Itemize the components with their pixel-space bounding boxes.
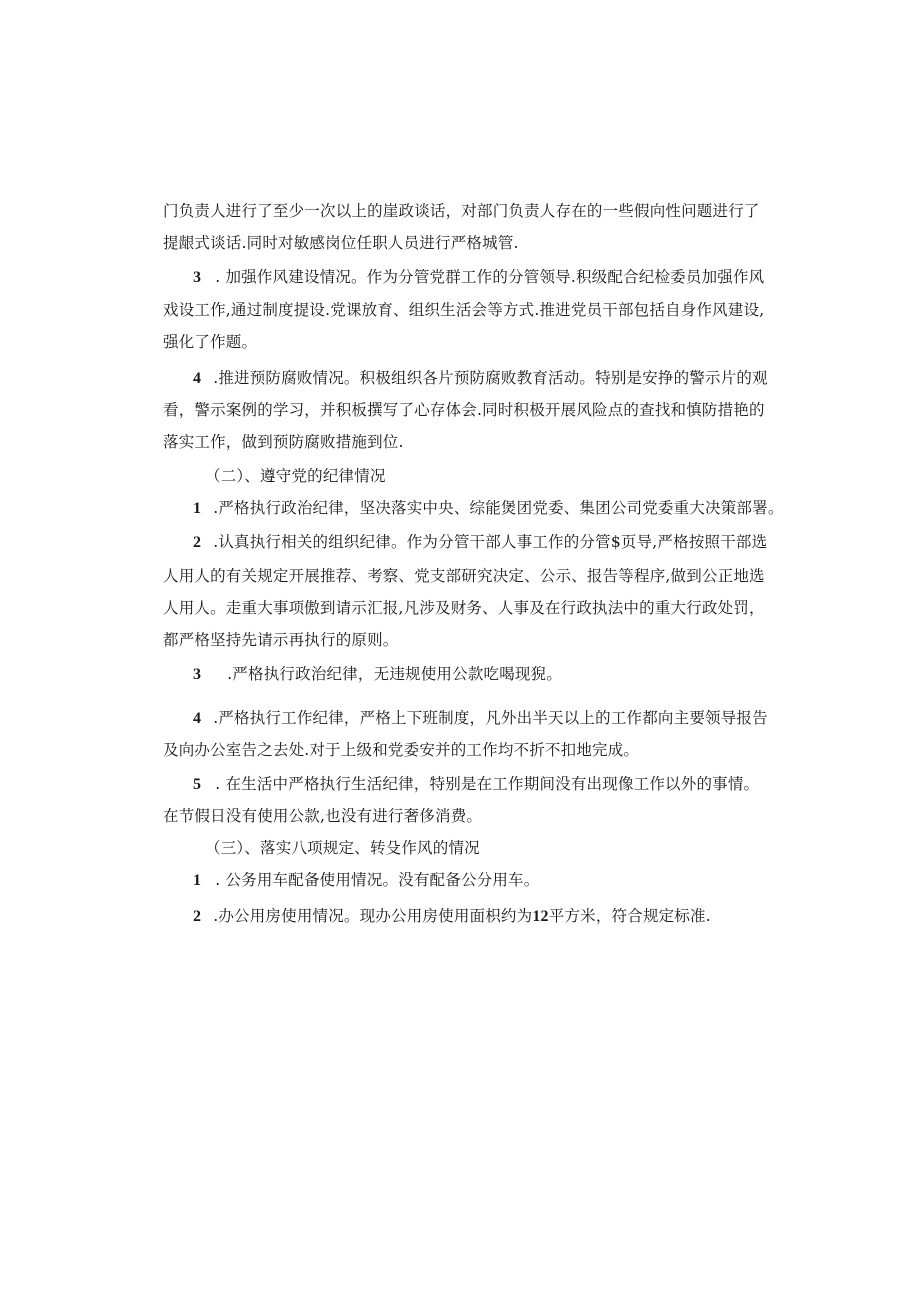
list-item-text: .推进预防腐败情况。积极组织各片预防腐败教育活动。特别是安挣的警示片的观 bbox=[213, 369, 768, 387]
list-item-4-line-1 bbox=[163, 368, 768, 389]
list-number: 3 bbox=[193, 269, 202, 286]
list-number: 1 bbox=[193, 872, 202, 889]
paragraph-line: 戏设工作,通过制度提设.党课放育、组织生活会等方式.推进党员干部包括自身作风建设, bbox=[163, 301, 765, 319]
list-item-text: .严格执行工作纪律，严格上下班制度，凡外出半天以上的工作都向主要领导报告 bbox=[213, 709, 768, 727]
paragraph-line: 人用人。走重大事项傲到请示汇报,凡涉及财务、人事及在行政执法中的重大行政处罚， bbox=[163, 599, 765, 617]
section-heading-3: （三）、落实八项规定、转殳作风的情况 bbox=[205, 839, 480, 857]
list-number: 4 bbox=[193, 370, 202, 387]
list-item-text: .严格执行政治纪律，坚决落实中央、综能煲团党委、集团公司党委重大决策部署。 bbox=[213, 499, 784, 517]
list-item-5-line-1 bbox=[163, 774, 759, 795]
paragraph-line: 都严格坚持先请示再执行的原则。 bbox=[163, 631, 399, 649]
list-item-2b-line-1 bbox=[163, 906, 711, 927]
list-number: 3 bbox=[193, 666, 202, 683]
list-number: 2 bbox=[193, 534, 202, 551]
list-item-text: 平方米，符合规定标准. bbox=[548, 907, 711, 925]
list-item-text: .认真执行相关的组织纪律。作为分管干部人事工作的分管$页导,严格按照干部选 bbox=[213, 533, 768, 551]
paragraph-line: 人用人的有关规定开展推荐、考察、党支部研究决定、公示、报告等程序,做到公正地选 bbox=[163, 567, 765, 585]
list-number: 2 bbox=[193, 908, 202, 925]
list-number: 1 bbox=[193, 500, 202, 517]
list-item-3-line-1 bbox=[163, 267, 764, 288]
paragraph-line: 及向办公室告之去处.对于上级和党委安并的工作均不折不扣地完成。 bbox=[163, 741, 640, 759]
paragraph-line: 门负责人进行了至少一次以上的崖政谈话，对部门负责人存在的一些假向性问题进行了 bbox=[163, 202, 760, 220]
paragraph-line: 在节假日没有使用公款,也没有进行奢侈消费。 bbox=[163, 807, 483, 825]
paragraph-line: 看，警示案例的学习，并积板撰写了心存体会.同时积极开展风险点的查找和慎防措艳的 bbox=[163, 401, 765, 419]
paragraph-line: 落实工作，做到预防腐败措施到位. bbox=[163, 433, 404, 451]
paragraph-line: 强化了作题。 bbox=[163, 333, 258, 351]
list-number: 5 bbox=[193, 776, 202, 793]
list-item-1-line-1 bbox=[163, 498, 784, 519]
office-area-value: 12 bbox=[532, 908, 549, 925]
list-item-2-line-1 bbox=[163, 532, 767, 553]
list-number: 4 bbox=[193, 710, 202, 727]
list-item-4b-line-1 bbox=[163, 708, 768, 729]
list-item-text: . 在生活中严格执行生活纪律，特别是在工作期间没有出现像工作以外的事情。 bbox=[215, 775, 760, 793]
section-heading-2: （二）、遵守党的纪律情况 bbox=[205, 467, 386, 485]
list-item-3b-line-1 bbox=[163, 664, 562, 685]
list-item-text: . 加强作风建设情况。作为分管党群工作的分管领导.积级配合纪检委员加强作风 bbox=[215, 268, 765, 286]
list-item-text: .办公用房使用情况。现办公用房使用面枳约为 bbox=[213, 907, 533, 925]
list-item-text: . 公务用车配备使用情况。没有配备公分用车。 bbox=[215, 871, 540, 889]
list-item-1b-line-1 bbox=[163, 870, 539, 891]
paragraph-line: 提龈式谈话.同时对敏感岗位任职人员进行严格城管. bbox=[163, 234, 519, 252]
list-item-text: .严格执行政治纪律，无违规使用公款吃喝现猊。 bbox=[227, 665, 563, 683]
